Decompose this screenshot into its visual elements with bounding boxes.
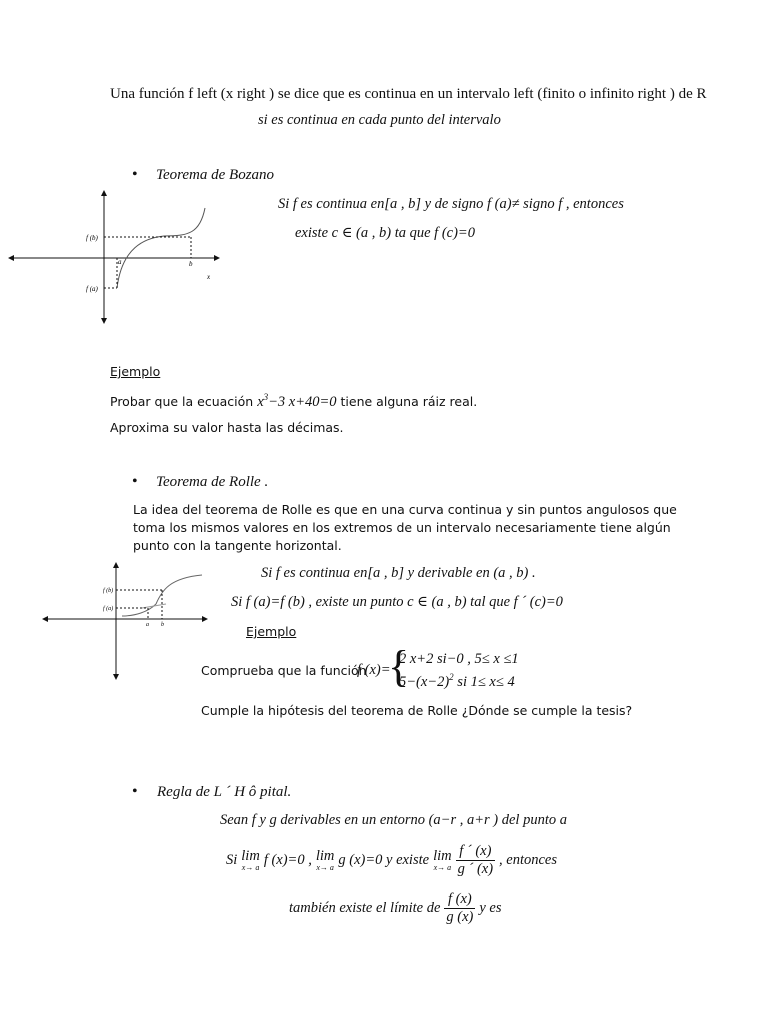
lim-f	[241, 849, 260, 872]
ejemplo-heading-2: Ejemplo	[246, 624, 297, 639]
lim-subscript: x→ a	[241, 862, 260, 872]
lim-text: lim	[315, 848, 335, 865]
f-equals: f (x)=0 ,	[263, 852, 312, 868]
ejemplo2-question: Cumple la hipótesis del teorema de Rolle ¿Dónde se cumple la tesis?	[201, 703, 633, 718]
fraction-denominator: g ´ (x)	[457, 861, 494, 877]
lim-g	[316, 849, 335, 872]
intro-line-1: Una función f left (x right ) se dice que es continua en un intervalo left (finito o infinito right ) de R	[110, 86, 707, 102]
lhopital-line-2	[226, 843, 557, 878]
equation-exponent: 3	[263, 392, 269, 402]
graph-label-a: a	[118, 258, 122, 266]
limit-fraction	[444, 891, 475, 926]
equation-x: x	[257, 393, 264, 410]
equation-rest: −3 x+40=0	[268, 393, 337, 410]
ejemplo1-line-2: Aproxima su valor hasta las décimas.	[110, 420, 344, 435]
lhopital-line-3	[289, 891, 502, 926]
rolle-title: Teorema de Rolle .	[156, 474, 269, 490]
lim-text: lim	[433, 848, 452, 865]
rolle-graph-label-a: a	[146, 622, 149, 628]
lhopital-title: Regla de L ´ H ô pital.	[157, 784, 292, 800]
line3-post: y es	[479, 900, 502, 916]
lim-ratio	[433, 849, 452, 872]
rolle-desc-2: toma los mismos valores en los extremos de un intervalo necesariamente tiene algún	[133, 520, 671, 535]
graph-label-fa: f (a)	[86, 285, 98, 293]
bullet-icon: •	[132, 473, 138, 490]
rolle-graph-label-fa: f (a)	[103, 606, 114, 612]
ejemplo2-fx: f (x)=	[357, 662, 391, 678]
fraction-numerator: f (x)	[444, 891, 475, 909]
si-text: Si	[226, 852, 238, 868]
case2-exponent: 2	[449, 672, 454, 682]
g-equals: g (x)=0 y existe	[338, 852, 430, 868]
ejemplo-heading-1: Ejemplo	[110, 364, 161, 379]
bullet-icon: •	[132, 783, 138, 800]
lhopital-line-1: Sean f y g derivables en un entorno (a−r , a+r ) del punto a	[220, 812, 567, 828]
fraction-numerator: f ´ (x)	[456, 843, 495, 861]
ejemplo1-text-pre: Probar que la ecuación	[110, 393, 258, 409]
lim-subscript: x→ a	[433, 862, 452, 872]
graph-label-b: b	[189, 260, 193, 268]
bolzano-statement-1: Si f es continua en[a , b] y de signo f (a)≠ signo f , entonces	[278, 196, 624, 212]
ejemplo1-text-post: tiene alguna ráiz real.	[336, 393, 478, 409]
rolle-statement-2: Si f (a)=f (b) , existe un punto c ∈ (a , b) tal que f ´ (c)=0	[231, 594, 563, 610]
derivative-fraction	[456, 843, 495, 878]
rolle-statement-1: Si f es continua en[a , b] y derivable en (a , b) .	[261, 565, 536, 581]
graph-label-x: x	[207, 273, 211, 281]
case2-pre: 5−(x−2)	[399, 673, 450, 690]
piecewise-brace: {	[388, 642, 410, 691]
bullet-icon: •	[132, 166, 138, 183]
lim-subscript: x→ a	[316, 862, 334, 872]
piecewise-case-1: 2 x+2 si−0 , 5≤ x ≤1	[399, 651, 519, 667]
case2-post: si 1≤ x≤ 4	[453, 673, 515, 690]
bolzano-title: Teorema de Bozano	[156, 167, 275, 183]
rolle-graph-label-b: b	[161, 622, 164, 628]
line3-pre: también existe el límite de	[289, 900, 441, 916]
graph-label-fb: f (b)	[86, 234, 98, 242]
ejemplo2-prompt: Comprueba que la función	[201, 663, 367, 678]
rolle-graph	[40, 560, 210, 682]
rolle-desc-3: punto con la tangente horizontal.	[133, 538, 342, 553]
bolzano-graph	[4, 188, 224, 328]
rolle-desc-1: La idea del teorema de Rolle es que en una curva continua y sin puntos angulosos que	[133, 502, 677, 517]
rolle-graph-label-fb: f (b)	[103, 588, 114, 594]
ejemplo1-line-1	[110, 392, 477, 411]
entonces-text: , entonces	[499, 852, 558, 868]
bolzano-statement-2: existe c ∈ (a , b) ta que f (c)=0	[295, 225, 475, 241]
piecewise-case-2	[399, 672, 515, 691]
intro-line-2: si es continua en cada punto del intervalo	[258, 112, 501, 128]
fraction-denominator: g (x)	[446, 909, 474, 925]
lim-text: lim	[241, 848, 260, 865]
